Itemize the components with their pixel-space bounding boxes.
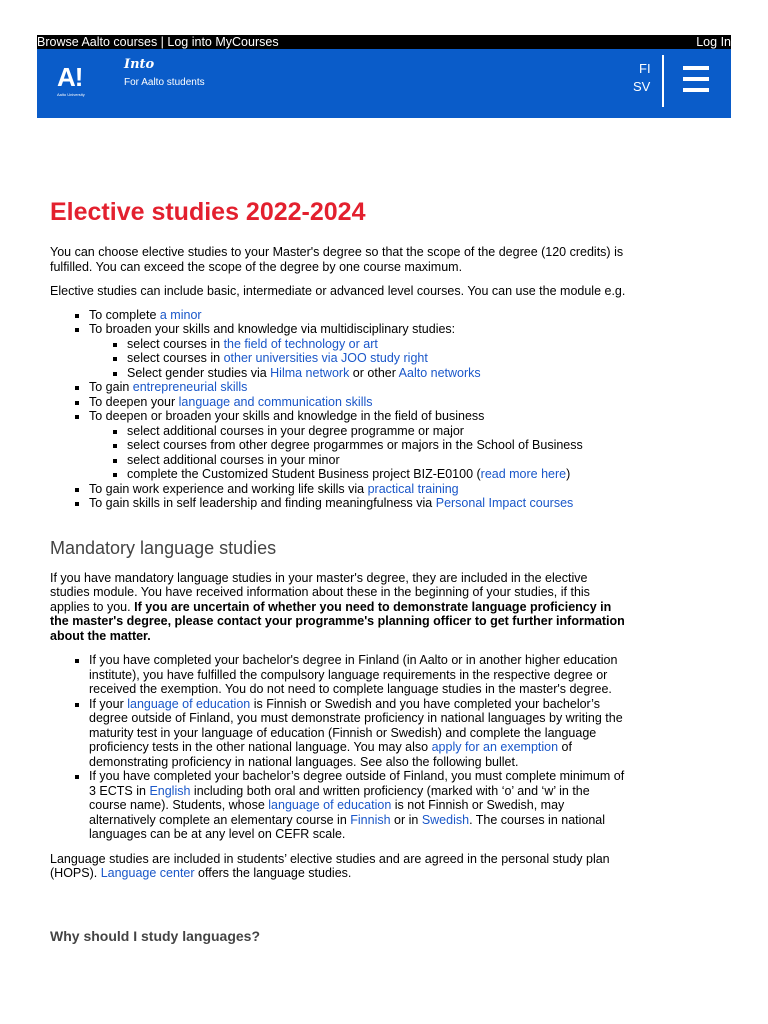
list-item: ▪ If you have completed your bachelor's degree in Finland (in Aalto or in another higher education institute), you have fulfilled the compulsory language requirements in the respective degree or received the exemption. You do not need to complete language studies in the master's degree. [89,653,630,697]
language-of-education-link-2[interactable]: language of education [268,798,392,812]
main-content [50,196,630,943]
list-item: ▪ select courses in the field of technology or art [127,337,630,352]
entrepreneurial-link[interactable]: entrepreneurial skills [132,380,248,394]
finnish-link[interactable]: Finnish [350,812,391,827]
list-item: ▪ To complete a minor [89,308,630,323]
language-center-link[interactable]: Language center [100,866,195,880]
exemption-link[interactable]: apply for an exemption [431,740,559,754]
why-study-heading: Why should I study languages? [50,927,261,944]
list-item: ▪ To gain entrepreneurial skills [89,380,630,395]
top-separator: | [157,35,168,49]
language-center-paragraph: Language studies are included in students’ elective studies and are agreed in the personal study plan (HOPS). Language center offers the language studies. [50,851,610,880]
list-item: ▪ To gain skills in self leadership and finding meaningfulness via Personal Impact courses [89,496,630,511]
contact-note: If you are uncertain of whether you need to demonstrate language proficiency in the master's degree, please contact your programme's planning officer to get further information about the matter. [50,599,625,643]
aalto-networks-link[interactable]: Aalto networks [398,365,481,380]
list-item: ▪ select additional courses in your degree programme or major [127,424,630,439]
tech-art-link[interactable]: the field of technology or art [223,336,378,351]
lang-fi-link[interactable]: FI [639,61,651,76]
module-paragraph: Elective studies can include basic, intermediate or advanced level courses. You can use the module e.g. [50,284,626,298]
language-studies-heading: Mandatory language studies [50,537,277,558]
hilma-link[interactable]: Hilma network [270,365,350,380]
elective-uses-list [50,308,630,511]
mycourses-link[interactable]: Log into MyCourses [167,35,279,49]
sub-list [89,337,630,381]
language-requirements-list [50,653,630,842]
personal-impact-link[interactable]: Personal Impact courses [435,496,574,510]
list-item: ▪ If you have completed your bachelor’s degree outside of Finland, you must complete minimum of 3 ECTS in English including both oral and written proficiency (marked with ‘o’ and ‘w’ in the course name). Students, whose language of education is not Finnish or Swedish, may alternatively complete an elementary course in Finnish or in Swedish. The courses in national languages can be at any level on CEFR scale. [89,769,630,842]
list-item: ▪ To deepen or broaden your skills and knowledge in the field of business ▪ select additional courses in your degree programme or major ▪ select courses from other degree progarmmes or majors in the School of Business ▪ select additional courses in your minor ▪ complete the Customized Student Business project BIZ-E0100 (read more here) [89,409,630,482]
logo-subtext: Aalto University [57,92,85,97]
list-item: ▪ select courses from other degree progarmmes or majors in the School of Business [127,438,630,453]
sub-list [89,424,630,482]
logo-mark: A! [57,62,83,92]
intro-paragraph: You can choose elective studies to your Master's degree so that the scope of the degree (120 credits) is fulfilled. You can exceed the scope of the degree by one course maximum. [50,245,624,274]
browse-courses-link[interactable]: Browse Aalto courses [37,35,158,49]
page-title: Elective studies 2022-2024 [50,198,366,226]
site-subtitle: For Aalto students [124,77,205,88]
lang-sv-link[interactable]: SV [633,79,651,94]
language-skills-link[interactable]: language and communication skills [178,394,373,409]
read-more-link[interactable]: read more here [480,467,567,481]
aalto-logo[interactable] [57,63,99,97]
practical-training-link[interactable]: practical training [367,481,459,496]
site-title[interactable]: Into [124,57,155,72]
minor-link[interactable]: a minor [159,307,202,322]
site-header [37,49,731,118]
list-item: ▪ To gain work experience and working life skills via practical training [89,482,630,497]
list-item: ▪ complete the Customized Student Business project BIZ-E0100 (read more here) [127,467,630,482]
list-item: ▪ To broaden your skills and knowledge via multidisciplinary studies: ▪ select courses in the field of technology or art ▪ select courses in other universities via JOO study right ▪ Select gender studies via Hilma network or other Aalto networks [89,322,630,380]
list-item: ▪ If your language of education is Finnish or Swedish and you have completed your bachelor’s degree outside of Finland, you must demonstrate proficiency in national languages by writing the maturity test in your language of education (Finnish or Swedish) and complete the language proficiency tests in the other national language. You may also apply for an exemption of demonstrating proficiency in national languages. See also the following bullet. [89,697,630,770]
top-links [37,35,279,49]
list-item: ▪ To deepen your language and communication skills [89,395,630,410]
swedish-link[interactable]: Swedish [421,812,470,827]
list-item: ▪ Select gender studies via Hilma network or other Aalto networks [127,366,630,381]
menu-icon[interactable] [683,66,709,94]
list-item: ▪ select courses in other universities via JOO study right [127,351,630,366]
top-bar [37,35,731,49]
joo-link[interactable]: other universities via JOO study right [223,351,428,365]
header-divider [662,55,664,107]
language-intro-paragraph: If you have mandatory language studies in your master's degree, they are included in the elective studies module. You have received information about these in the beginning of your studies, if this applies to you. If you are uncertain of whether you need to demonstrate language proficiency in the master's degree, please contact your programme's planning officer to get further information about the matter. [50,570,625,643]
english-link[interactable]: English [149,783,191,798]
language-of-education-link[interactable]: language of education [127,696,251,711]
login-link[interactable]: Log In [696,35,731,49]
list-item: ▪ select additional courses in your minor [127,453,630,468]
